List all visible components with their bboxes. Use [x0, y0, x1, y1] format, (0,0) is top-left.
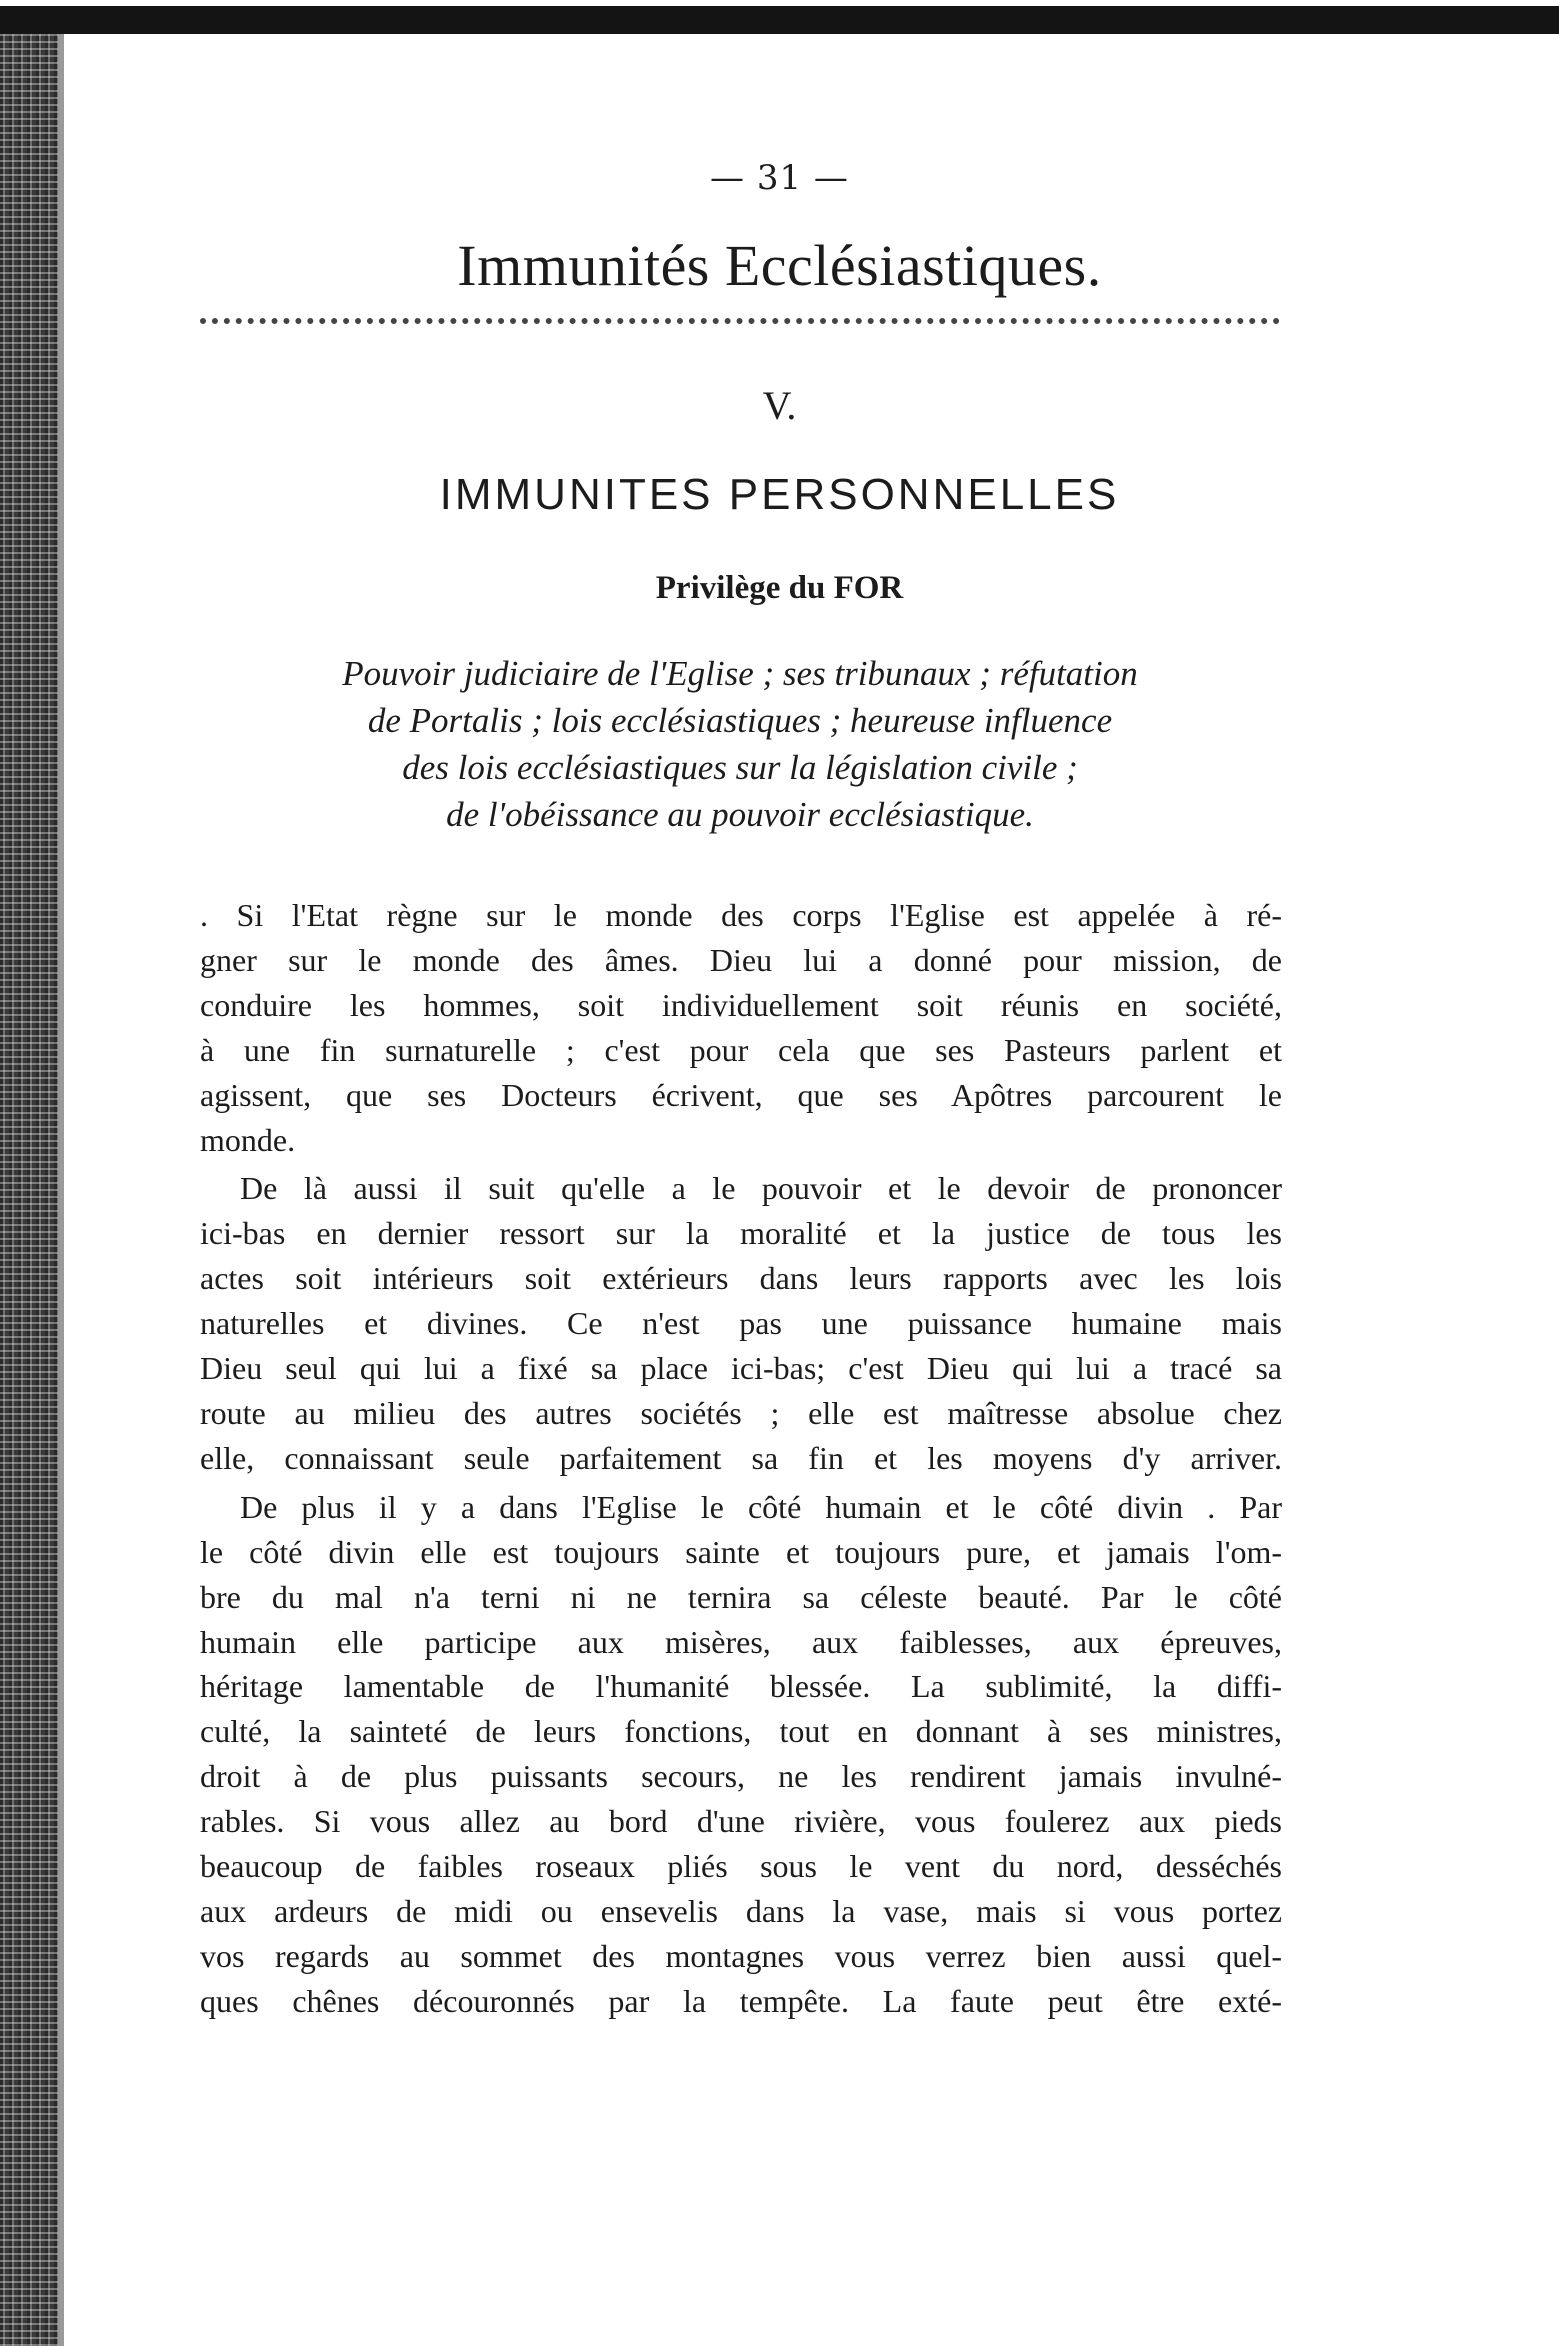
text-line: culté, la sainteté de leurs fonctions, tout en donnant à ses ministres,: [200, 1713, 1282, 1750]
page-title: Immunités Ecclésiastiques.: [457, 233, 1102, 298]
summary-line: de Portalis ; lois ecclésiastiques ; heureuse influence: [367, 701, 1113, 740]
text-line: héritage lamentable de l'humanité blessée. La sublimité, la diffi-: [200, 1668, 1282, 1705]
section-number: V.: [762, 383, 797, 428]
paragraph: [200, 1485, 1282, 2024]
text-line: agissent, que ses Docteurs écrivent, que ses Apôtres parcourent le: [200, 1076, 1282, 1113]
text-line: elle, connaissant seule parfaitement sa fin et les moyens d'y arriver.: [200, 1439, 1282, 1476]
paragraph: [200, 1166, 1282, 1480]
text-line: ques chênes découronnés par la tempête. La faute peut être exté-: [200, 1982, 1282, 2019]
text-line: aux ardeurs de midi ou ensevelis dans la vase, mais si vous portez: [200, 1892, 1282, 1929]
text-line: . Si l'Etat règne sur le monde des corps l'Eglise est appelée à ré-: [200, 897, 1282, 933]
text-line: rables. Si vous allez au bord d'une rivière, vous foulerez aux pieds: [200, 1803, 1282, 1840]
page-number: — 31 —: [710, 158, 849, 198]
text-line: De là aussi il suit qu'elle a le pouvoir et le devoir de prononcer: [240, 1170, 1282, 1207]
summary-line: Pouvoir judiciaire de l'Eglise ; ses tribunaux ; réfutation: [342, 654, 1138, 693]
text-line: vos regards au sommet des montagnes vous verrez bien aussi quel-: [200, 1937, 1282, 1974]
text-line: bre du mal n'a terni ni ne ternira sa céleste beauté. Par le côté: [200, 1578, 1282, 1615]
text-line: naturelles et divines. Ce n'est pas une puissance humaine mais: [200, 1305, 1282, 1342]
text-line: à une fin surnaturelle ; c'est pour cela que ses Pasteurs parlent et: [200, 1031, 1282, 1068]
binding-edge-shadow: [58, 34, 64, 2346]
text-line: monde.: [200, 1121, 296, 1158]
text-line: humain elle participe aux misères, aux faiblesses, aux épreuves,: [200, 1623, 1282, 1660]
text-line: Dieu seul qui lui a fixé sa place ici-bas; c'est Dieu qui lui a tracé sa: [200, 1350, 1282, 1387]
text-line: beaucoup de faibles roseaux pliés sous le vent du nord, desséchés: [200, 1848, 1282, 1885]
summary-line: des lois ecclésiastiques sur la législation civile ;: [402, 748, 1078, 787]
text-line: actes soit intérieurs soit extérieurs dans leurs rapports avec les lois: [200, 1260, 1282, 1297]
summary-line: de l'obéissance au pouvoir ecclésiastique.: [446, 795, 1034, 834]
body-text: [200, 893, 1282, 2028]
text-line: le côté divin elle est toujours sainte et toujours pure, et jamais l'om-: [200, 1533, 1282, 1570]
dotted-divider: [200, 318, 1280, 324]
binding-edge: [0, 34, 58, 2346]
text-line: route au milieu des autres sociétés ; elle est maîtresse absolue chez: [200, 1394, 1282, 1431]
subsection-title: Privilège du FOR: [655, 570, 904, 606]
top-border: [0, 6, 1559, 34]
text-line: droit à de plus puissants secours, ne les rendirent jamais invulné-: [200, 1758, 1282, 1795]
paragraph: [200, 893, 1282, 1162]
text-line: conduire les hommes, soit individuellement soit réunis en société,: [200, 986, 1282, 1023]
text-line: gner sur le monde des âmes. Dieu lui a donné pour mission, de: [200, 941, 1282, 978]
chapter-summary: [150, 650, 1330, 838]
section-title: IMMUNITES PERSONNELLES: [439, 470, 1120, 519]
text-line: ici-bas en dernier ressort sur la moralité et la justice de tous les: [200, 1215, 1282, 1252]
text-line: De plus il y a dans l'Eglise le côté humain et le côté divin . Par: [240, 1488, 1282, 1525]
